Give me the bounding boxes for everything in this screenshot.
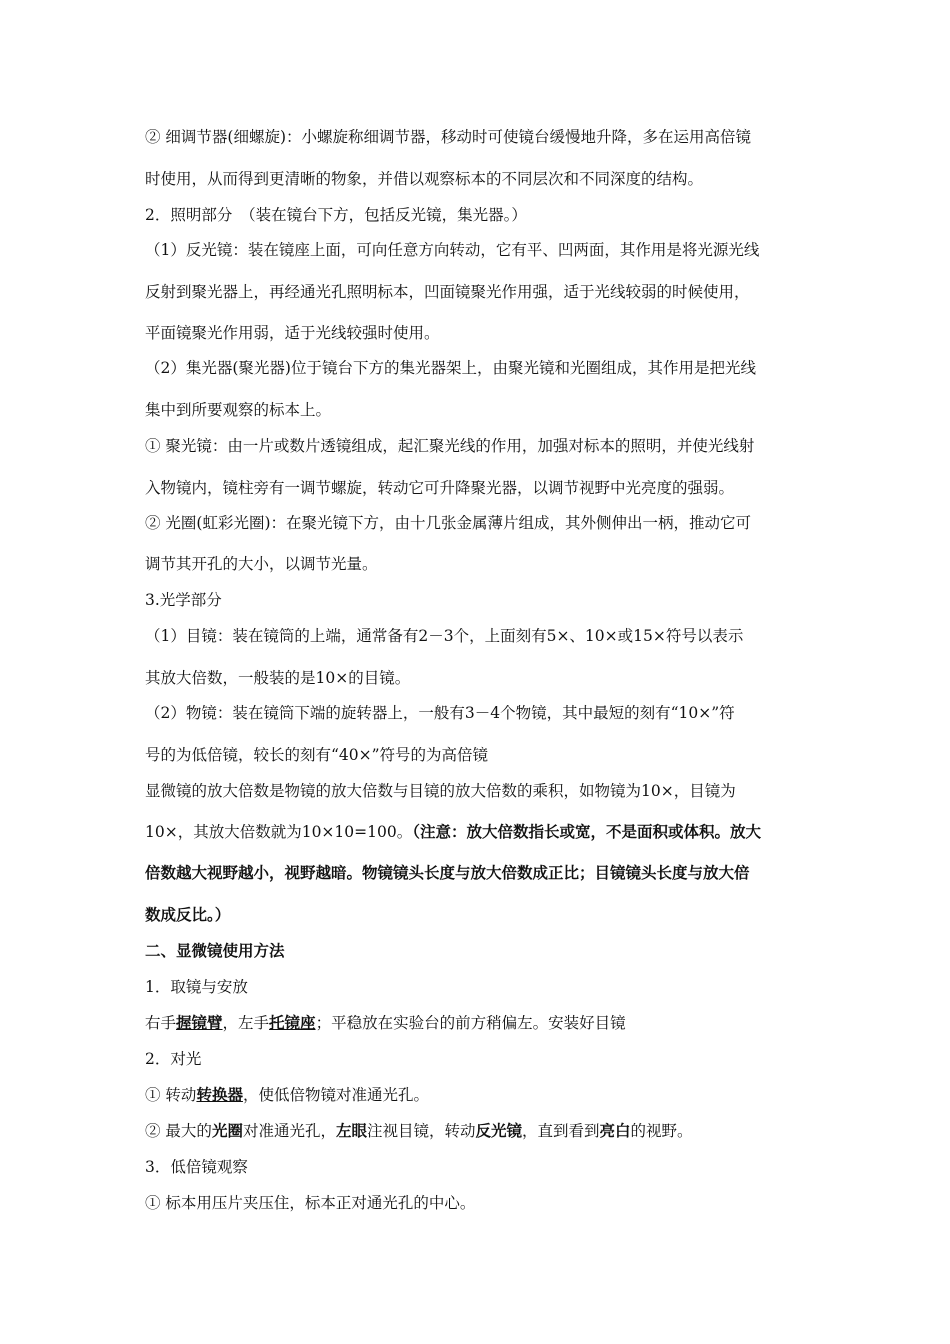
text-run: 10×，其放大倍数就为10×10=100。 xyxy=(145,823,413,841)
emphasis-bold: 光圈 xyxy=(211,1121,243,1140)
section-heading: 2．照明部分 （装在镜台下方，包括反光镜，集光器。） xyxy=(145,206,527,224)
text-run: ；平稳放在实验台的前方稍偏左。安装好目镜 xyxy=(315,1014,626,1032)
text-run: ，直到看到 xyxy=(522,1122,600,1140)
paragraph-line: ① 聚光镜：由一片或数片透镜组成，起汇聚光线的作用，加强对标本的照明，并使光线射 xyxy=(145,437,755,455)
text-run: 的视野。 xyxy=(630,1122,693,1140)
paragraph-line: ② 细调节器(细螺旋)：小螺旋称细调节器，移动时可使镜台缓慢地升降，多在运用高倍镜 xyxy=(145,128,752,146)
text-run: ② 最大的 xyxy=(145,1122,212,1140)
paragraph-line: 号的为低倍镜，较长的刻有“40×”符号的为高倍镜 xyxy=(145,746,489,764)
emphasis-bold: 反光镜 xyxy=(475,1121,523,1140)
paragraph-line: 反射到聚光器上，再经通光孔照明标本，凹面镜聚光作用强，适于光线较弱的时候使用， xyxy=(145,283,750,301)
paragraph-line: 入物镜内，镜柱旁有一调节螺旋，转动它可升降聚光器，以调节视野中光亮度的强弱。 xyxy=(145,479,735,497)
section-heading: 3.光学部分 xyxy=(145,591,222,609)
paragraph-line: ② 光圈(虹彩光圈)：在聚光镜下方，由十几张金属薄片组成，其外侧伸出一柄，推动它可 xyxy=(145,514,752,532)
emphasis-bold: 左眼 xyxy=(335,1121,367,1140)
paragraph-line: 时使用，从而得到更清晰的物象，并借以观察标本的不同层次和不同深度的结构。 xyxy=(145,170,704,188)
paragraph-line: （2）物镜：装在镜筒下端的旋转器上，一般有3－4个物镜，其中最短的刻有“10×”符 xyxy=(145,704,735,722)
paragraph-line: ① 标本用压片夹压住，标本正对通光孔的中心。 xyxy=(145,1194,476,1212)
note-bold: （注意：放大倍数指长或宽，不是面积或体积。放大 xyxy=(412,822,761,841)
paragraph-line: 调节其开孔的大小，以调节光量。 xyxy=(145,555,378,573)
text-run: ① 转动 xyxy=(145,1086,197,1104)
text-run: ，左手 xyxy=(222,1014,270,1032)
emphasis-underline: 握镜臂 xyxy=(176,1013,223,1032)
paragraph-line: 平面镜聚光作用弱，适于光线较强时使用。 xyxy=(145,324,440,342)
paragraph-line xyxy=(145,1121,825,1141)
paragraph-line: 显微镜的放大倍数是物镜的放大倍数与目镜的放大倍数的乘积，如物镜为10×，目镜为 xyxy=(145,782,736,800)
paragraph-line: （2）集光器(聚光器)位于镜台下方的集光器架上，由聚光镜和光圈组成，其作用是把光线 xyxy=(145,359,756,377)
emphasis-underline: 托镜座 xyxy=(269,1013,316,1032)
paragraph-line: （1）反光镜：装在镜座上面，可向任意方向转动，它有平、凹两面，其作用是将光源光线 xyxy=(145,241,760,259)
emphasis-underline: 转换器 xyxy=(196,1085,243,1104)
note-bold-line: 倍数越大视野越小，视野越暗。物镜镜头长度与放大倍数成正比；目镜镜头长度与放大倍 xyxy=(145,863,750,882)
paragraph-line xyxy=(145,1085,825,1105)
paragraph-line: 其放大倍数，一般装的是10×的目镜。 xyxy=(145,669,411,687)
text-run: 对准通光孔， xyxy=(242,1122,336,1140)
text-run: ，使低倍物镜对准通光孔。 xyxy=(242,1086,429,1104)
text-run: 右手 xyxy=(145,1014,177,1032)
paragraph-line: （1）目镜：装在镜筒的上端，通常备有2－3个，上面刻有5×、10×或15×符号以表示 xyxy=(145,627,744,645)
paragraph-line: 集中到所要观察的标本上。 xyxy=(145,401,332,419)
step-title: 3．低倍镜观察 xyxy=(145,1158,248,1176)
step-title: 1．取镜与安放 xyxy=(145,978,248,996)
section-title: 二、显微镜使用方法 xyxy=(145,941,285,960)
note-bold-line: 数成反比。） xyxy=(145,905,231,924)
paragraph-line xyxy=(145,822,825,842)
text-run: 注视目镜，转动 xyxy=(366,1122,476,1140)
emphasis-bold: 亮白 xyxy=(599,1121,631,1140)
step-title: 2．对光 xyxy=(145,1050,202,1068)
paragraph-line xyxy=(145,1013,825,1033)
